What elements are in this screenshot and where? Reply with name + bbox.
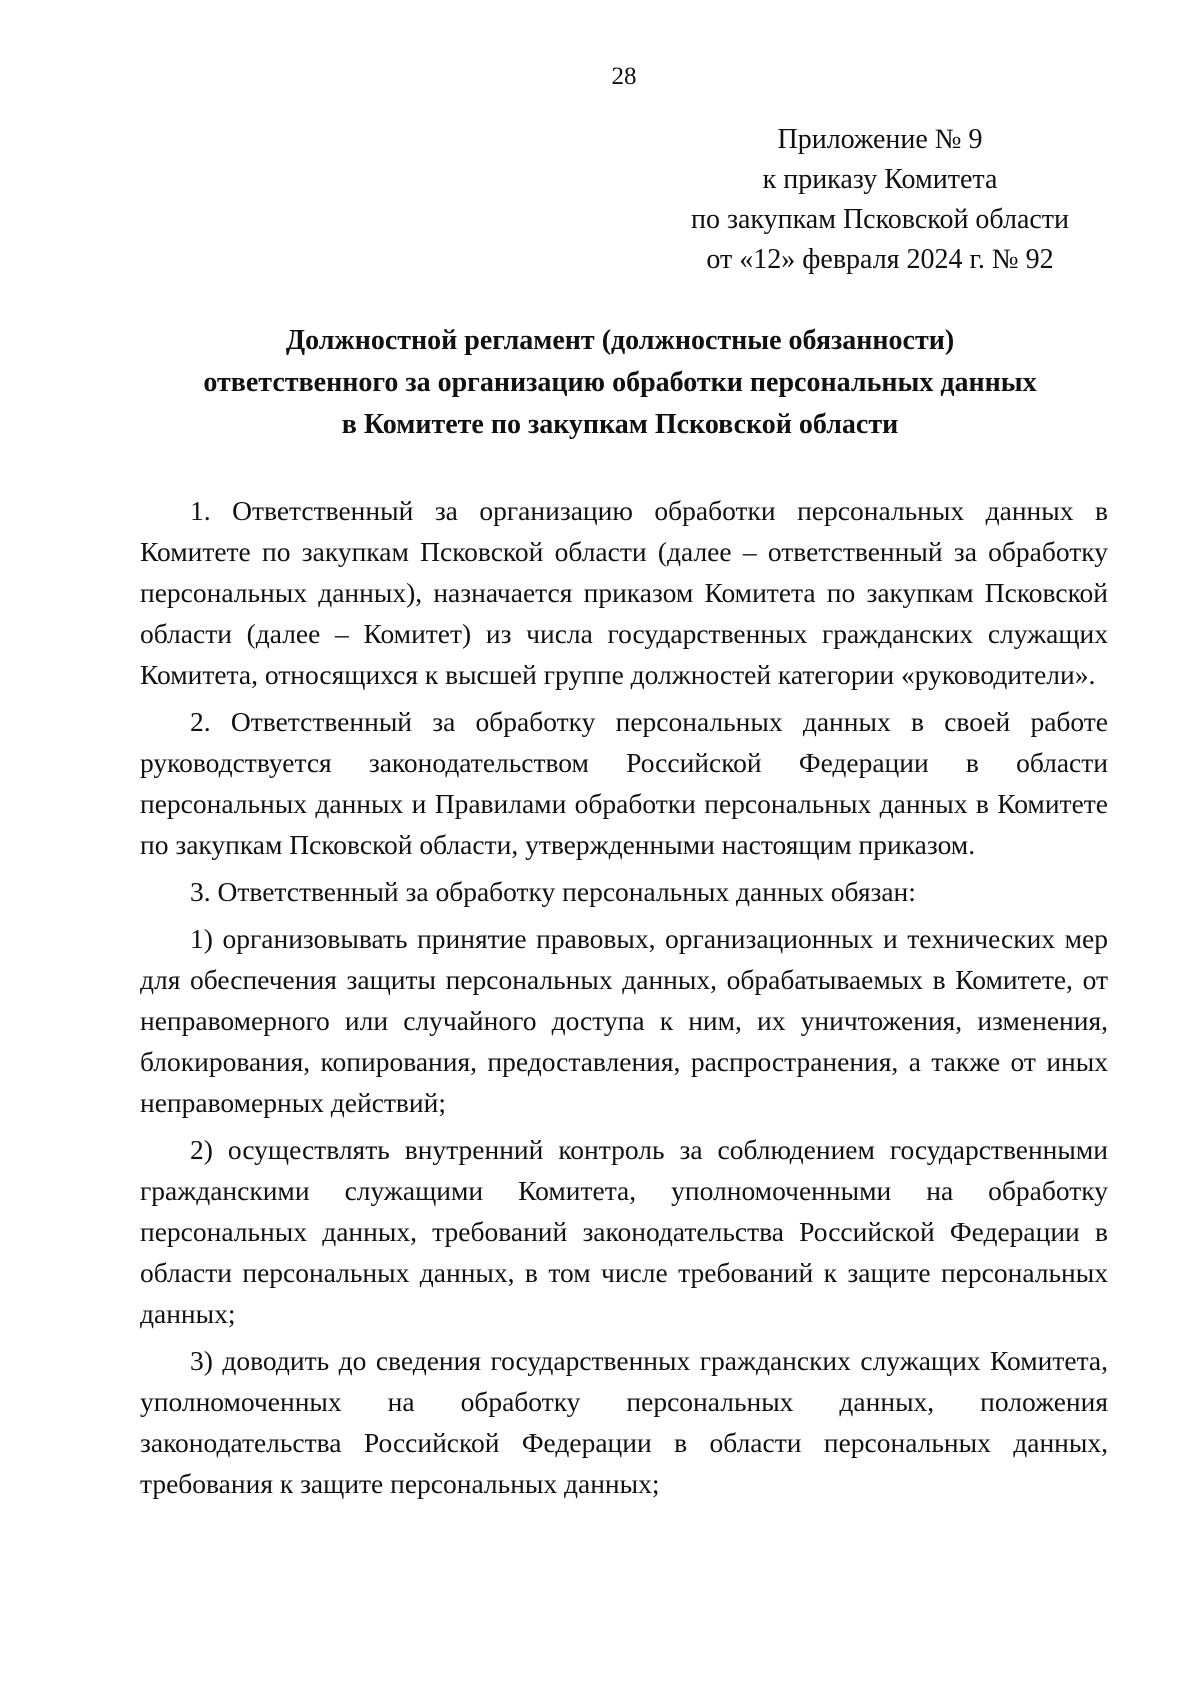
paragraph: 2) осуществлять внутренний контроль за соблюдением государственными гражданскими служащими Комитета, уполномоченными на обработку персональных данных, требований законодательства Российской Федерации в области персональных данных, в том числе требований к защите персональных данных; bbox=[140, 1134, 1108, 1329]
paragraph: 1) организовывать принятие правовых, организационных и технических мер для обеспечения защиты персональных данных, обрабатываемых в Комитете, от неправомерного или случайного доступа к ним, их уничтожения, изменения, блокирования, копирования, предоставления, распространения, а также от иных неправомерных действий; bbox=[140, 923, 1108, 1118]
appendix-line: по закупкам Псковской области bbox=[690, 204, 1070, 235]
appendix-line: от «12» февраля 2024 г. № 92 bbox=[706, 244, 1054, 275]
appendix-line: Приложение № 9 bbox=[777, 124, 983, 155]
paragraph: 2. Ответственный за обработку персональных данных в своей работе руководствуется законодательством Российской Федерации в области персональных данных и Правилами обработки персональных данных в Комитете по закупкам Псковской области, утвержденными настоящим приказом. bbox=[140, 706, 1108, 860]
appendix-line: к приказу Комитета bbox=[762, 164, 998, 195]
title-line: в Комитете по закупкам Псковской области bbox=[341, 409, 899, 440]
title-line: Должностной регламент (должностные обязанности) bbox=[285, 325, 955, 356]
appendix-header bbox=[660, 120, 1100, 280]
paragraph: 3) доводить до сведения государственных гражданских служащих Комитета, уполномоченных на обработку персональных данных, положения законодательства Российской Федерации в области персональных данных, требования к защите персональных данных; bbox=[140, 1345, 1108, 1499]
title-line: ответственного за организацию обработки персональных данных bbox=[203, 367, 1037, 398]
paragraph: 1. Ответственный за организацию обработки персональных данных в Комитете по закупкам Псковской области (далее – ответственный за обработку персональных данных), назначается приказом Комитета по закупкам Псковской области (далее – Комитет) из числа государственных гражданских служащих Комитета, относящихся к высшей группе должностей категории «руководители». bbox=[140, 495, 1108, 690]
document-title bbox=[130, 320, 1110, 446]
page-number: 28 bbox=[611, 63, 637, 90]
document-body bbox=[140, 490, 1108, 1510]
paragraph: 3. Ответственный за обработку персональных данных обязан: bbox=[190, 876, 916, 907]
